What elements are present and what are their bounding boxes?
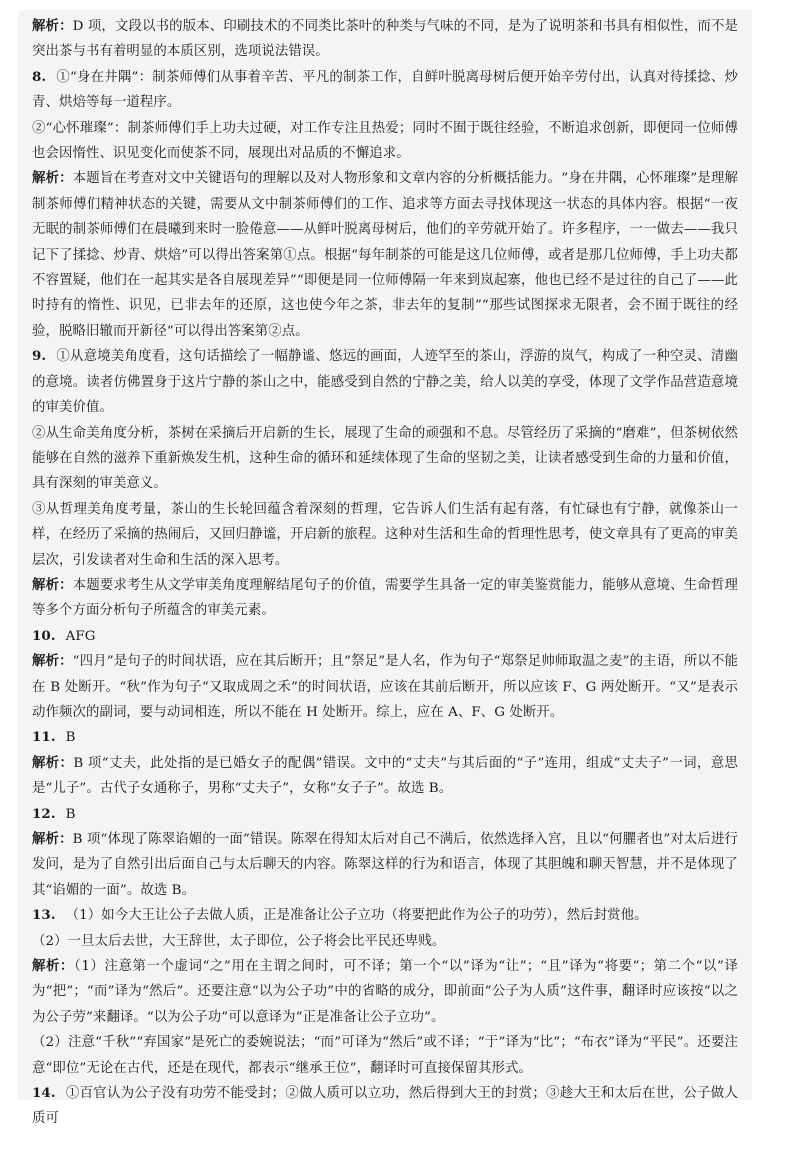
paragraph <box>32 751 738 802</box>
paragraph <box>32 497 738 573</box>
paragraph <box>32 827 738 903</box>
paragraph-text: “四月”是句子的时间状语，应在其后断开；且“祭足”是人名，作为句子“郑祭足帅师取温之麦”的主语，所以不能在 B 处断开。“秋”作为句子“又取成周之禾”的时间状语，应该在其前后断开，所以应该 F、G 两处断开。“又”是表示动作频次的副词，要与动词相连，所以不能在 H 处断开。综上，应在 A、F、G 处断开。 <box>32 654 738 720</box>
paragraph <box>32 421 738 497</box>
document-page <box>18 10 752 1127</box>
paragraph <box>32 649 738 725</box>
paragraph <box>32 166 738 344</box>
paragraph-text: （2）一旦太后去世，大王辞世，太子即位，公子将会比平民还卑贱。 <box>32 933 446 949</box>
paragraph-text: ②“心怀璀璨”：制茶师傅们手上功夫过硬，对工作专注且热爱；同时不囿于既往经验，不断追求创新，即便同一位师傅也会因惰性、识见变化而使茶不同，展现出对品质的不懈追求。 <box>32 120 738 162</box>
paragraph <box>32 929 738 954</box>
question-number: 11. <box>32 729 56 746</box>
question-number: 10. <box>32 627 56 644</box>
paragraph <box>32 954 738 1030</box>
answer-text: AFG <box>65 628 96 644</box>
paragraph-text: 本题旨在考查对文中关键语句的理解以及对人物形象和文章内容的分析概括能力。“身在井隅，心怀璀璨”是理解制茶师傅们精神状态的关键，需要从文中制茶师傅们的工作、追求等方面去寻找体现这一状态的具体内容。根据“一夜无眠的制茶师傅们在晨曦到来时一脸倦意——从鲜叶脱离母树后，他们的辛劳就开始了。许多程序，一一做去——我只记下了揉捻、炒青、烘焙”可以得出答案第①点。根据“每年制茶的可能是这几位师傅，或者是那几位师傅，手上功夫都不容置疑，他们在一起其实是各自展现差异”“即便是同一位师傅隔一年来到岚起寨，他也已经不是过往的自己了——此时持有的惰性、识见，已非去年的还原，这也使今年之茶，非去年的复制”“那些试图探求无限者，会不囿于既往的经验，脱略旧辙而开新径”可以得出答案第②点。 <box>32 171 738 339</box>
question-number: 12. <box>32 805 56 822</box>
paragraph <box>32 116 738 167</box>
paragraph <box>32 903 738 928</box>
paragraph-text: ①从意境美角度看，这句话描绘了一幅静谧、悠远的画面，人迹罕至的茶山，浮游的岚气，构成了一种空灵、清幽的意境。读者仿佛置身于这片宁静的茶山之中，能感受到自然的宁静之美，给人以美的享受，体现了文学作品营造意境的审美价值。 <box>32 349 738 416</box>
paragraph-text: 本题要求考生从文学审美角度理解结尾句子的价值，需要学生具备一定的审美鉴赏能力，能够从意境、生命哲理等多个方面分析句子所蕴含的审美元素。 <box>32 577 738 619</box>
question-number: 8. <box>32 68 47 85</box>
paragraph <box>32 1081 738 1132</box>
paragraph-text: ①百官认为公子没有功劳不能受封；②做人质可以立功，然后得到大王的封赏；③趁大王和太后在世，公子做人质可 <box>32 1086 738 1127</box>
analysis-label: 解析： <box>32 754 74 771</box>
answer-text: B <box>65 730 76 746</box>
answer-text: B <box>65 806 76 822</box>
question-number: 14. <box>32 1085 56 1102</box>
analysis-label: 解析： <box>32 958 75 975</box>
analysis-label: 解析： <box>32 653 73 670</box>
paragraph-text: ②从生命美角度分析，茶树在采摘后开启新的生长，展现了生命的顽强和不息。尽管经历了采摘的“磨难”，但茶树依然能够在自然的滋养下重新焕发生机，这种生命的循环和延续体现了生命的坚韧之美，让读者感受到生命的力量和价值，具有深刻的审美意义。 <box>32 425 738 492</box>
paragraph <box>32 573 738 624</box>
paragraph-text: B 项“体现了陈翠谄媚的一面”错误。陈翠在得知太后对自己不满后，依然选择入宫，且以“何臞者也”对太后进行发问，是为了自然引出后面自己与太后聊天的内容。陈翠这样的行为和语言，体现了其胆魄和聊天智慧，并不是体现了其“谄媚的一面”。故选 B。 <box>32 832 738 898</box>
paragraph <box>32 624 738 649</box>
paragraph <box>32 1030 738 1081</box>
paragraph-text: ③从哲理美角度考量，茶山的生长轮回蕴含着深刻的哲理，它告诉人们生活有起有落，有忙碌也有宁静，就像茶山一样，在经历了采摘的热闹后，又回归静谧，开启新的旅程。这种对生活和生命的哲理性思考，使文章具有了更高的审美层次，引发读者对生命和生活的深入思考。 <box>32 501 738 568</box>
paragraph <box>32 344 738 420</box>
question-number: 13. <box>32 907 56 924</box>
analysis-label: 解析： <box>32 18 73 34</box>
analysis-label: 解析： <box>32 576 73 593</box>
paragraph-text: （2）注意“千秋”“弃国家”是死亡的委婉说法；“而”可译为“然后”或不译；“于”译为“比”；“布衣”译为“平民”。还要注意“即位”无论在古代，还是在现代，都表示“继承王位”，翻译时可直接保留其形式。 <box>32 1035 738 1076</box>
paragraph-text: B 项“丈夫，此处指的是已婚女子的配偶”错误。文中的“丈夫”与其后面的“子”连用，组成“丈夫子”一词，意思是“儿子”。古代子女通称子，男称“丈夫子”，女称“女子子”。故选 B。 <box>32 755 738 797</box>
paragraph <box>32 14 738 65</box>
paragraph-text: D 项，文段以书的版本、印刷技术的不同类比茶叶的种类与气味的不同，是为了说明茶和书具有相似性，而不是突出茶与书有着明显的本质区别，选项说法错误。 <box>32 19 738 60</box>
paragraph <box>32 65 738 116</box>
paragraph <box>32 802 738 827</box>
paragraph-text: （1）注意第一个虚词“之”用在主谓之间时，可不译；第一个“以”译为“让”；“且”译为“将要”；第二个“以”译为“把”；“而”译为“然后”。还要注意“以为公子功”中的省略的成分，即前面“公子为人质”这件事，翻译时应该按“以之为公子劳”来翻译。“以为公子功”可以意译为“正是准备让公子立功”。 <box>32 959 738 1025</box>
paragraph-text: （1）如今大王让公子去做人质，正是准备让公子立功（将要把此作为公子的功劳），然后封赏他。 <box>65 908 648 924</box>
analysis-label: 解析： <box>32 170 73 187</box>
question-number: 9. <box>32 348 47 365</box>
paragraph-text: ①“身在井隅”：制茶师傅们从事着辛苦、平凡的制茶工作，自鲜叶脱离母树后便开始辛劳付出，认真对待揉捻、炒青、烘焙等每一道程序。 <box>32 69 738 111</box>
analysis-label: 解析： <box>32 831 73 847</box>
paragraph <box>32 725 738 750</box>
